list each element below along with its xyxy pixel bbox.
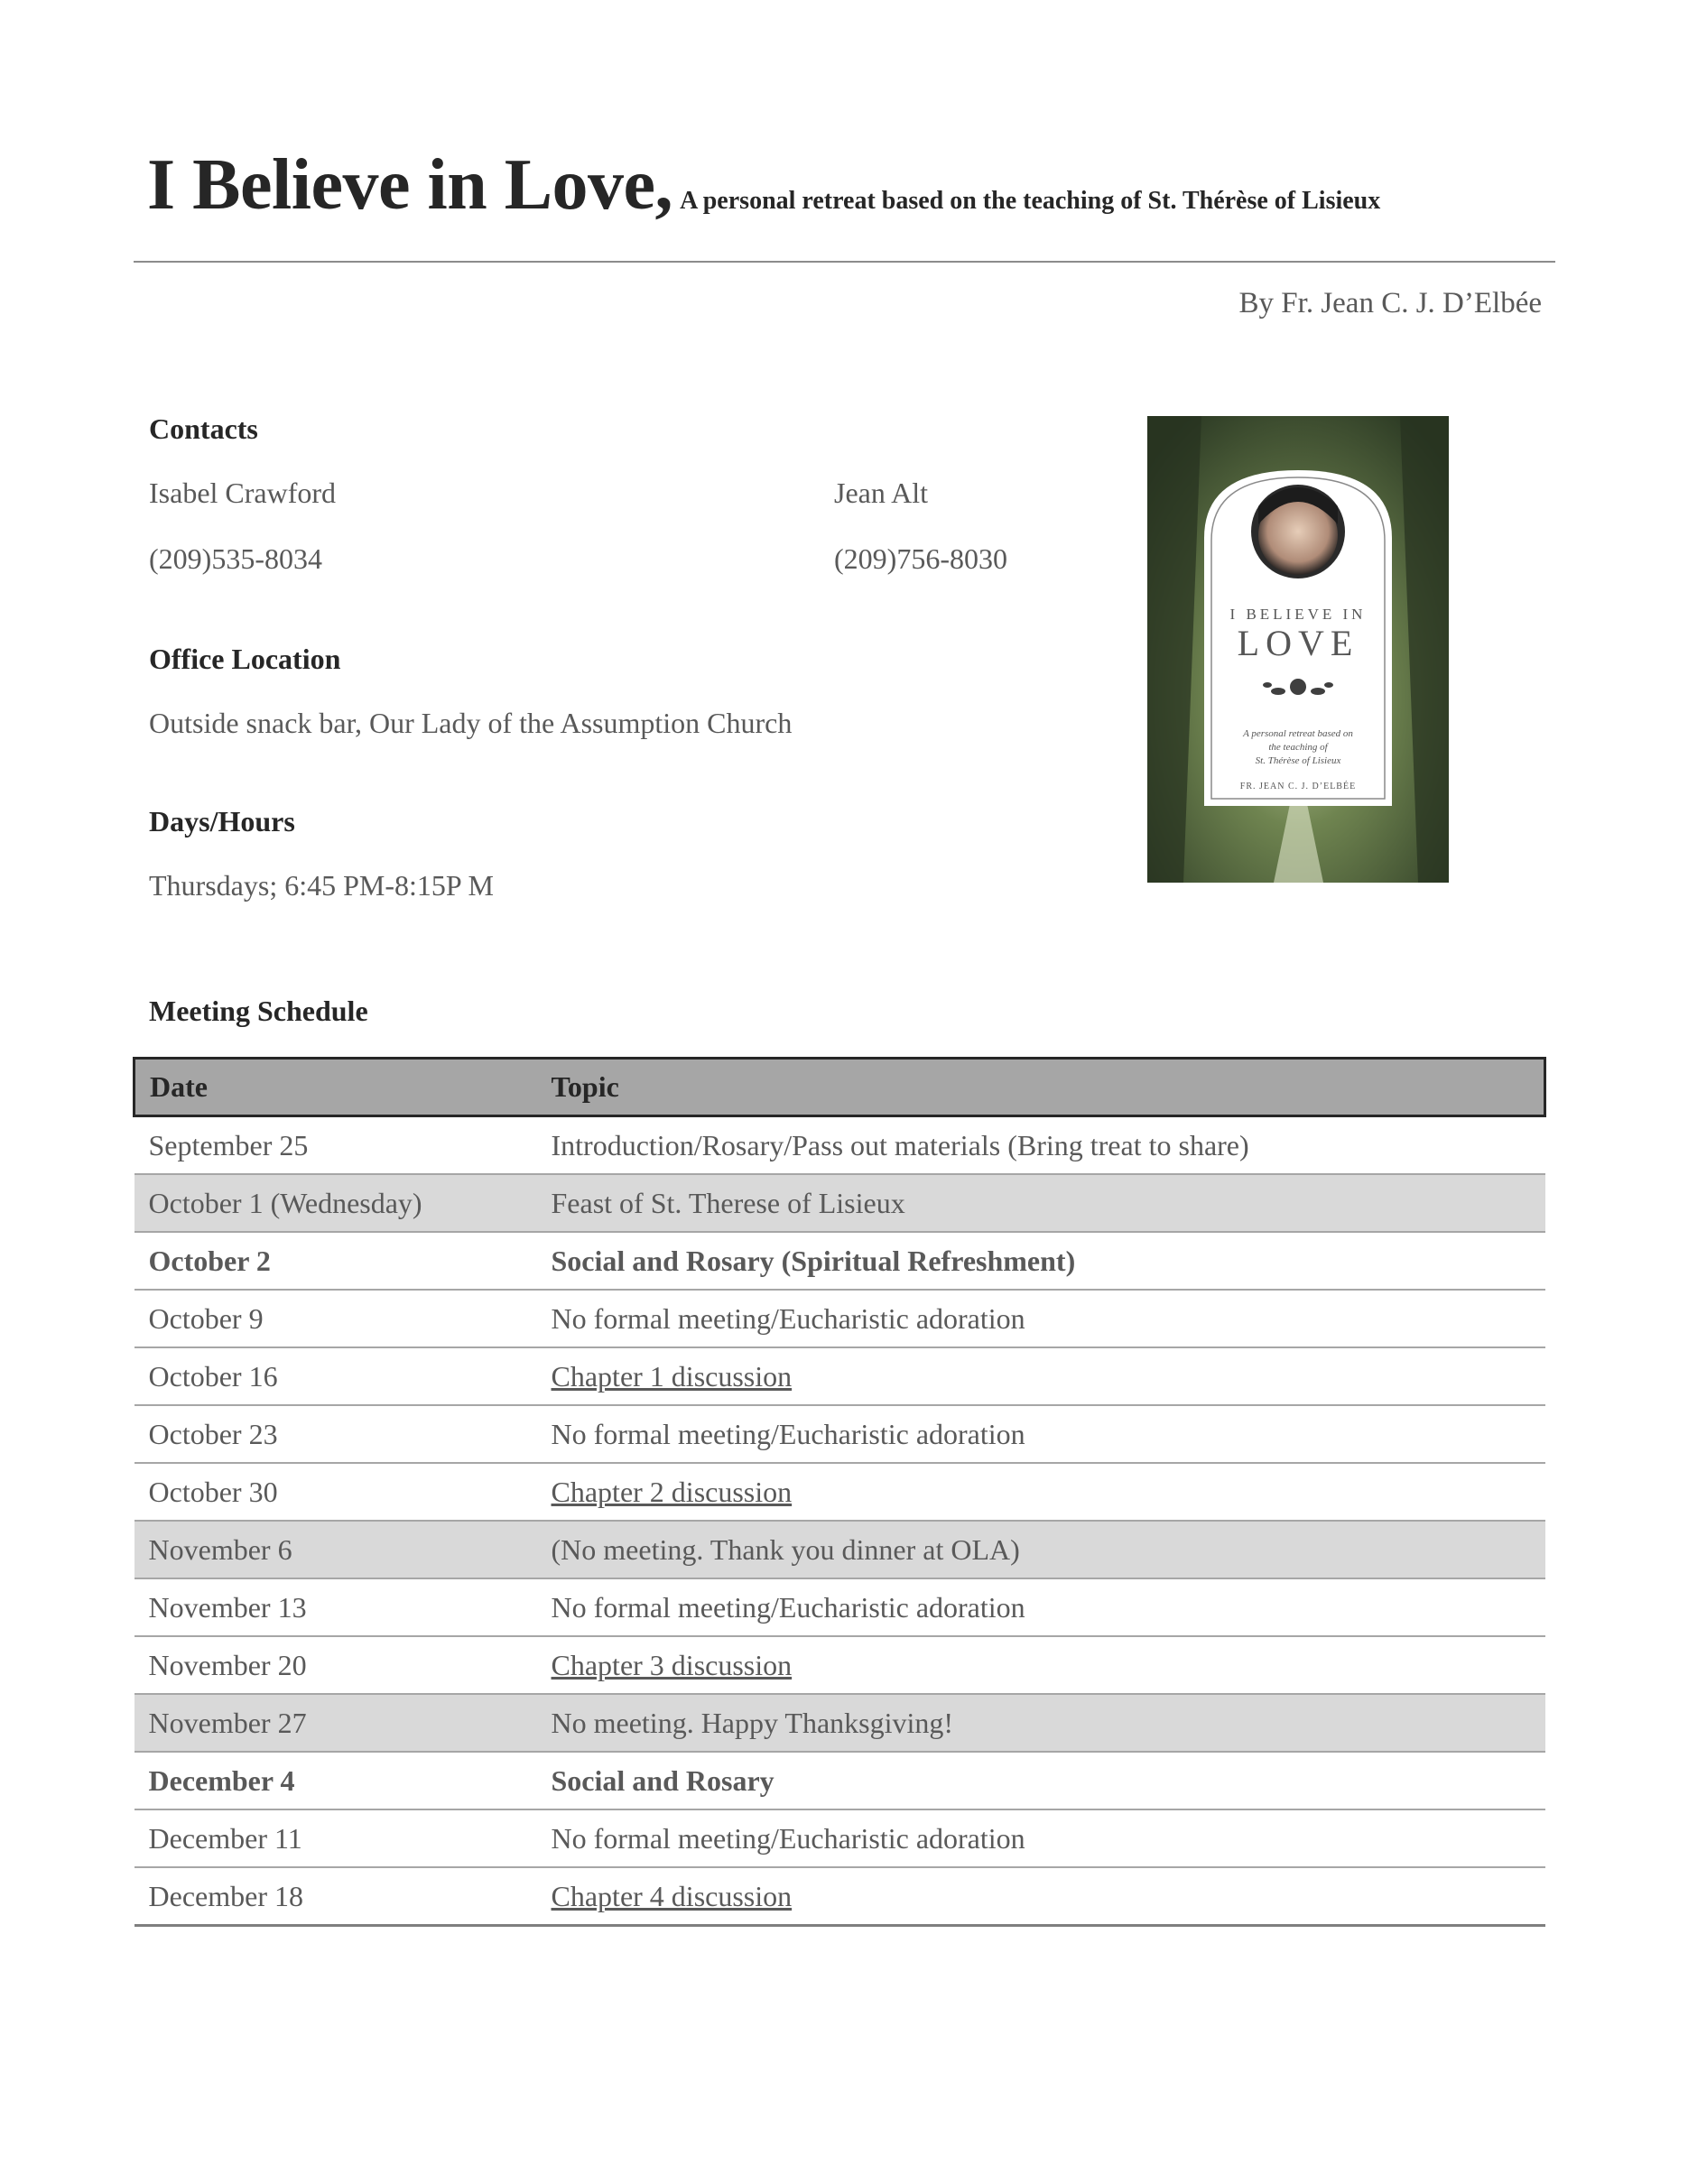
table-row [134, 1694, 1545, 1752]
schedule-topic [537, 1867, 1545, 1926]
contact-name-1: Isabel Crawford [149, 477, 337, 509]
schedule-topic: Social and Rosary [537, 1752, 1545, 1809]
chapter-discussion-link[interactable]: Chapter 2 discussion [551, 1475, 793, 1508]
schedule-topic: No formal meeting/Eucharistic adoration [537, 1578, 1545, 1636]
cover-blurb-2: the teaching of [1268, 742, 1328, 753]
schedule-date: November 6 [134, 1521, 537, 1578]
schedule-topic [537, 1347, 1545, 1405]
cover-author: FR. JEAN C. J. D’ELBÉE [1239, 782, 1357, 791]
table-header-row [134, 1059, 1545, 1116]
schedule-date: October 30 [134, 1463, 537, 1521]
schedule-topic: No meeting. Happy Thanksgiving! [537, 1694, 1545, 1752]
table-row [134, 1463, 1545, 1521]
cover-blurb-3: St. Thérèse of Lisieux [1255, 755, 1341, 766]
column-header-topic: Topic [537, 1059, 1545, 1116]
schedule-date: October 1 (Wednesday) [134, 1174, 537, 1232]
table-row [134, 1290, 1545, 1347]
office-heading: Office Location [149, 643, 341, 675]
schedule-date: October 9 [134, 1290, 537, 1347]
table-row [134, 1174, 1545, 1232]
schedule-date: October 23 [134, 1405, 537, 1463]
schedule-topic: Introduction/Rosary/Pass out materials (Bring treat to share) [537, 1116, 1545, 1175]
schedule-date: December 18 [134, 1867, 537, 1926]
schedule-date: September 25 [134, 1116, 537, 1175]
author-byline: By Fr. Jean C. J. D’Elbée [1238, 287, 1542, 319]
schedule-date: December 11 [134, 1809, 537, 1867]
hours-value: Thursdays; 6:45 PM-8:15P M [149, 869, 494, 902]
office-location: Outside snack bar, Our Lady of the Assumption Church [149, 707, 793, 739]
schedule-topic: No formal meeting/Eucharistic adoration [537, 1809, 1545, 1867]
book-cover-image [1147, 416, 1449, 883]
chapter-discussion-link[interactable]: Chapter 3 discussion [551, 1648, 793, 1681]
chapter-discussion-link[interactable]: Chapter 1 discussion [551, 1359, 793, 1393]
title-main: I Believe in Love, [147, 145, 673, 225]
schedule-topic: Feast of St. Therese of Lisieux [537, 1174, 1545, 1232]
table-row [134, 1232, 1545, 1290]
contact-name-2: Jean Alt [834, 477, 928, 509]
table-row [134, 1636, 1545, 1694]
schedule-date: October 16 [134, 1347, 537, 1405]
hours-heading: Days/Hours [149, 805, 295, 838]
table-row [134, 1521, 1545, 1578]
chapter-discussion-link[interactable]: Chapter 4 discussion [551, 1879, 793, 1912]
title-divider [134, 261, 1555, 263]
schedule-topic: (No meeting. Thank you dinner at OLA) [537, 1521, 1545, 1578]
title-subtitle: A personal retreat based on the teaching of St. Thérèse of Lisieux [680, 187, 1381, 215]
table-row [134, 1578, 1545, 1636]
schedule-topic: Social and Rosary (Spiritual Refreshment) [537, 1232, 1545, 1290]
contacts-heading: Contacts [149, 412, 258, 445]
meeting-schedule-table [133, 1057, 1546, 1927]
schedule-date: December 4 [134, 1752, 537, 1809]
schedule-date: November 13 [134, 1578, 537, 1636]
schedule-topic: No formal meeting/Eucharistic adoration [537, 1405, 1545, 1463]
table-row [134, 1809, 1545, 1867]
schedule-topic [537, 1636, 1545, 1694]
cover-blurb-1: A personal retreat based on [1243, 728, 1353, 739]
contact-phone-1: (209)535-8034 [149, 542, 322, 575]
schedule-date: November 27 [134, 1694, 537, 1752]
document-title [147, 144, 1380, 227]
table-row [134, 1116, 1545, 1175]
schedule-topic [537, 1463, 1545, 1521]
column-header-date: Date [134, 1059, 537, 1116]
schedule-topic: No formal meeting/Eucharistic adoration [537, 1290, 1545, 1347]
cover-title-big: LOVE [1237, 623, 1359, 663]
table-row [134, 1867, 1545, 1926]
contact-phone-2: (209)756-8030 [834, 542, 1007, 575]
table-row [134, 1752, 1545, 1809]
schedule-date: October 2 [134, 1232, 537, 1290]
table-row [134, 1405, 1545, 1463]
schedule-heading: Meeting Schedule [149, 995, 368, 1027]
table-row [134, 1347, 1545, 1405]
cover-title-small: I BELIEVE IN [1229, 606, 1367, 623]
schedule-body [134, 1116, 1545, 1926]
schedule-date: November 20 [134, 1636, 537, 1694]
